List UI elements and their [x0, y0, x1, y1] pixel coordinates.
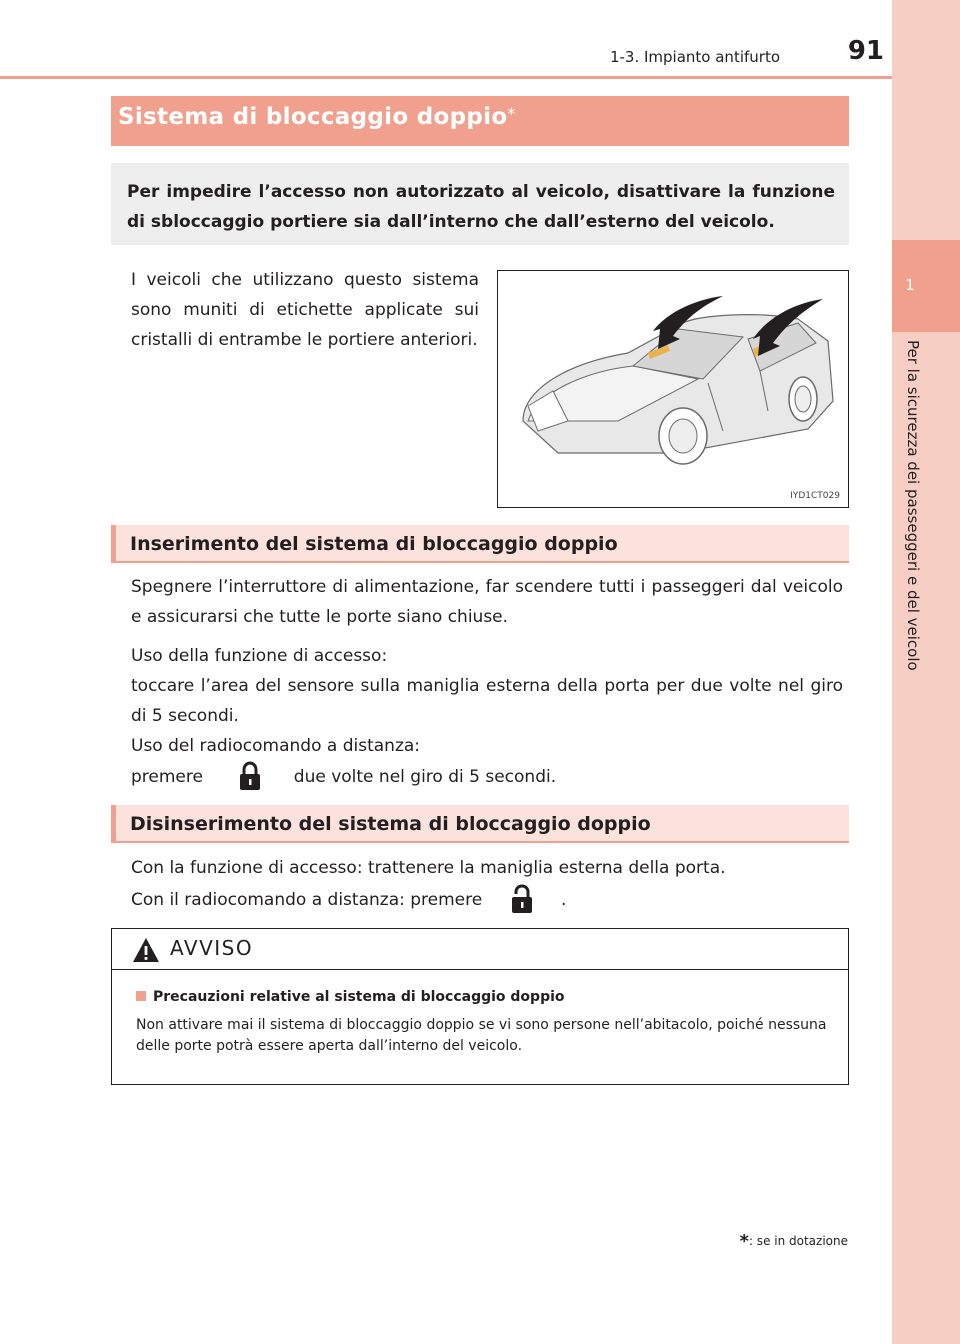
section-title: 1-3. Impianto antifurto: [609, 48, 780, 66]
warning-icon: [132, 937, 160, 963]
set-remote-post: due volte nel giro di 5 secondi.: [293, 767, 557, 787]
footnote-marker: *: [739, 1231, 749, 1252]
subheader-set-title: Inserimento del sistema di bloccaggio doppio: [130, 533, 618, 555]
figure-code: IYD1CT029: [790, 491, 840, 501]
intro-text: Per impedire l’accesso non autorizzato al veicolo, disattivare la funzione di sbloccaggio portiere sia dall’interno che dall’esterno del veicolo.: [127, 182, 835, 232]
warning-item-title: Precauzioni relative al sistema di bloccaggio doppio: [153, 989, 565, 1005]
warning-title: AVVISO: [170, 936, 254, 960]
set-access-label: Uso della funzione di accesso:: [131, 646, 388, 666]
lock-icon: [238, 761, 262, 791]
chapter-number: 1: [905, 276, 915, 294]
page-title-text: Sistema di bloccaggio doppio: [118, 104, 508, 130]
unset-remote-pre: Con il radiocomando a distanza: premere: [131, 890, 483, 910]
set-remote-pre: premere: [131, 767, 203, 787]
unset-remote-post: .: [561, 890, 567, 910]
warning-divider: [111, 969, 849, 970]
car-illustration: [498, 271, 848, 507]
warning-body: Non attivare mai il sistema di bloccaggio doppio se vi sono persone nell’abitacolo, poiché nessuna delle porte potrà essere aperta dall’interno del veicolo.: [136, 1017, 827, 1054]
unlock-icon: [510, 884, 534, 914]
subheader-unset-title: Disinserimento del sistema di bloccaggio doppio: [130, 813, 651, 835]
labels-paragraph: I veicoli che utilizzano questo sistema sono muniti di etichette applicate sui cristalli di entrambe le portiere anteriori.: [131, 270, 479, 350]
bullet-square-icon: [136, 991, 146, 1001]
title-marker: *: [507, 104, 516, 123]
unset-access-text: Con la funzione di accesso: trattenere la maniglia esterna della porta.: [131, 858, 726, 878]
set-remote-label: Uso del radiocomando a distanza:: [131, 736, 421, 756]
car-figure: [497, 270, 849, 508]
set-step-text: Spegnere l’interruttore di alimentazione, far scendere tutti i passeggeri dal veicolo e assicurarsi che tutte le porte siano chiuse.: [131, 577, 843, 627]
page-number: 91: [847, 36, 884, 66]
unset-remote-line: [131, 884, 843, 915]
footnote: [740, 1231, 848, 1252]
set-access-text: toccare l’area del sensore sulla maniglia esterna della porta per due volte nel giro di 5 secondi.: [131, 676, 843, 726]
page-title: [118, 104, 516, 130]
footnote-text: : se in dotazione: [748, 1234, 848, 1248]
set-remote-line: [131, 761, 843, 792]
warning-item: [136, 989, 565, 1005]
header-divider: [0, 76, 892, 79]
chapter-title: Per la sicurezza dei passeggeri e del veicolo: [904, 340, 922, 671]
